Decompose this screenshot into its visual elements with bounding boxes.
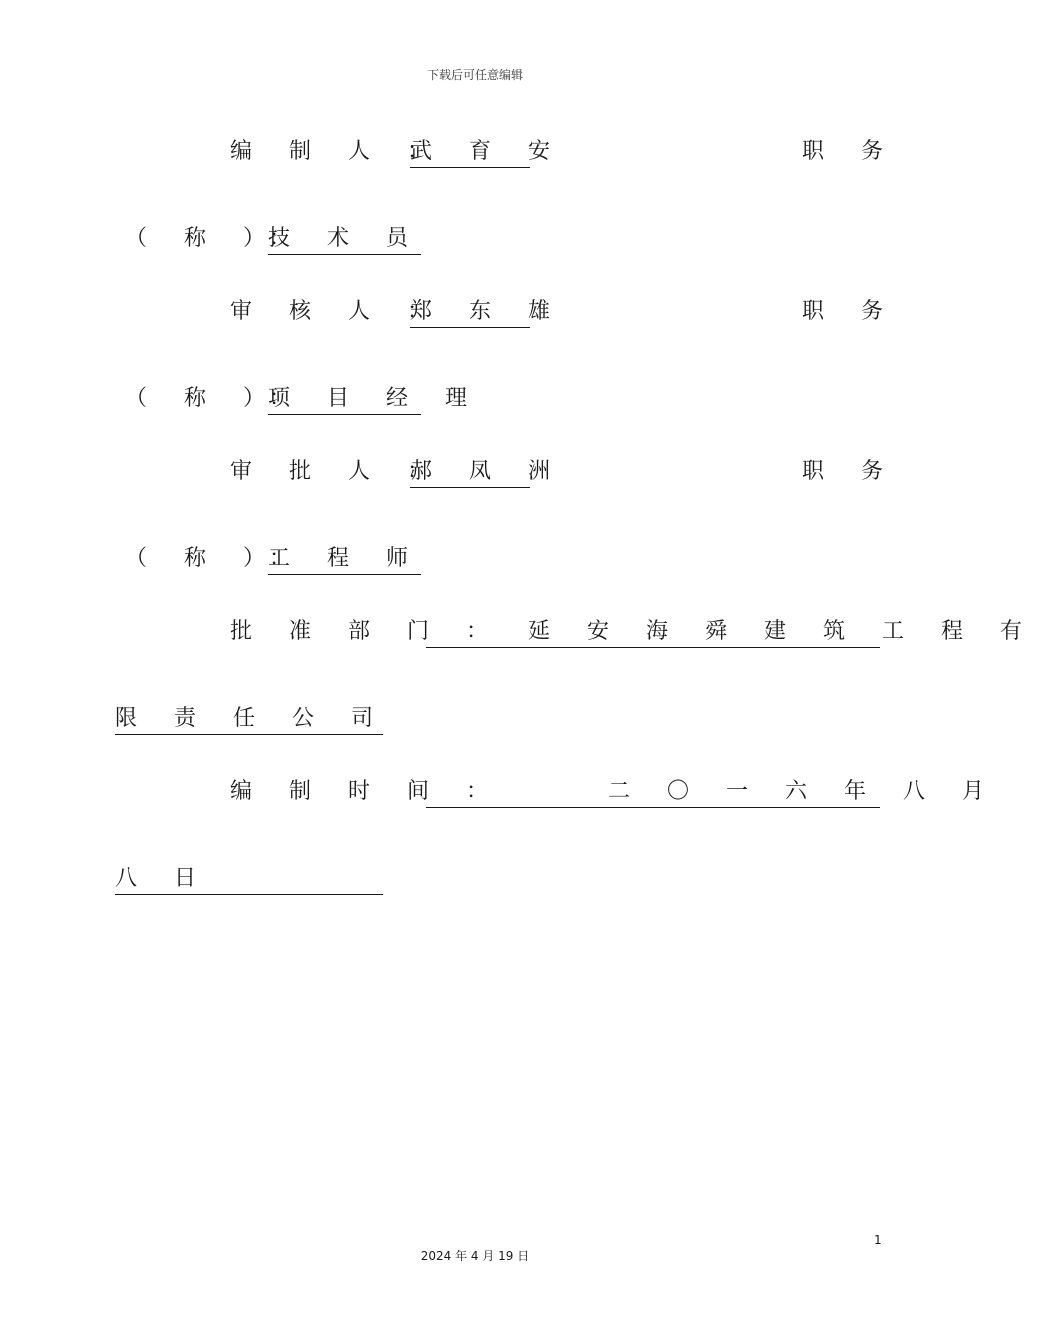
approver-label: 审 批 人 ： (230, 459, 444, 484)
compile-time-value-line2: 八 日 (115, 866, 211, 891)
compiler-name: 武 育 安 (410, 137, 530, 168)
compiler-title-label: （ 称 ）： (125, 226, 306, 251)
reviewer-name: 郑 东 雄 (410, 297, 530, 328)
compile-time-label: 编 制 时 间 ： (230, 779, 503, 804)
approver-name: 郝 凤 洲 (410, 457, 530, 488)
compiler-duty-label: 职 务 (802, 139, 898, 164)
reviewer-title-label: （ 称 ）： (125, 386, 306, 411)
department-label: 批 准 部 门 ： (230, 619, 503, 644)
footer-date: 2024 年 4 月 19 日 (420, 1249, 530, 1263)
department-value-line1: 延 安 海 舜 建 筑 工 程 有 (528, 619, 1037, 644)
reviewer-duty-label: 职 务 (802, 299, 898, 324)
compiler-title: 技 术 员 (268, 224, 421, 255)
compiler-label: 编 制 人 ： (230, 139, 444, 164)
approver-title-label: （ 称 ）： (125, 546, 306, 571)
reviewer-label: 审 核 人 ： (230, 299, 444, 324)
compile-time-value-line1: 二 〇 一 六 年 八 月 (608, 779, 999, 804)
approver-title: 工 程 师 (268, 544, 421, 575)
page-number: 1 (874, 1233, 882, 1247)
approver-duty-label: 职 务 (802, 459, 898, 484)
page-header: 下载后可任意编辑 (426, 68, 523, 82)
reviewer-title: 项 目 经 理 (268, 384, 421, 415)
department-value-line2: 限 责 任 公 司 (115, 706, 388, 731)
